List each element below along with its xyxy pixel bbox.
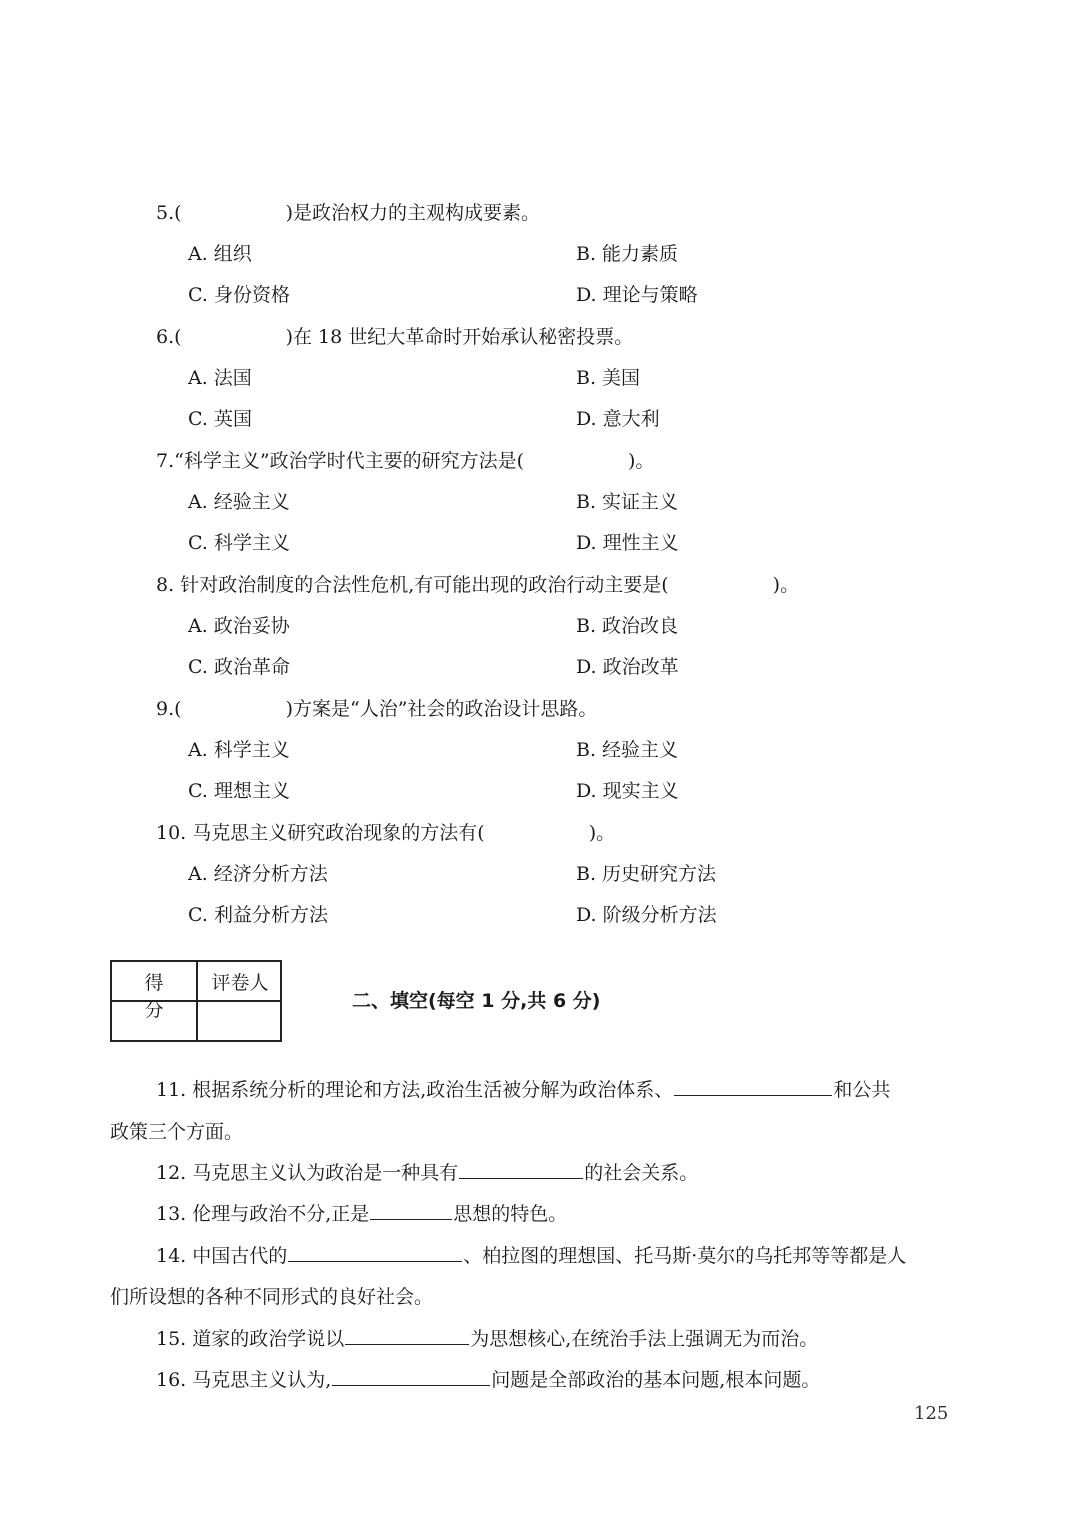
question-16: 16. 马克思主义认为, 问题是全部政治的基本问题,根本问题。 bbox=[156, 1369, 821, 1391]
score-label: 得分 bbox=[144, 972, 180, 1021]
question-13: 13. 伦理与政治不分,正是 思想的特色。 bbox=[156, 1203, 568, 1225]
q9-option-b: B. 经验主义 bbox=[576, 739, 679, 761]
question-5-stem: 5.( )是政治权力的主观构成要素。 bbox=[156, 202, 540, 224]
q8-option-d: D. 政治改革 bbox=[576, 656, 679, 678]
q10-option-a: A. 经济分析方法 bbox=[188, 863, 328, 885]
q8-option-c: C. 政治革命 bbox=[188, 656, 290, 678]
q5-option-c: C. 身份资格 bbox=[188, 284, 290, 306]
q9-option-c: C. 理想主义 bbox=[188, 780, 290, 802]
q5-option-a: A. 组织 bbox=[188, 243, 252, 265]
answer-blank bbox=[288, 1243, 462, 1262]
question-7-stem: 7.“科学主义”政治学时代主要的研究方法是( )。 bbox=[156, 450, 655, 472]
answer-blank bbox=[370, 1201, 452, 1220]
question-11-continued: 政策三个方面。 bbox=[110, 1121, 244, 1143]
question-14: 14. 中国古代的 、柏拉图的理想国、托马斯·莫尔的乌托邦等等都是人 bbox=[156, 1245, 907, 1267]
question-8-stem: 8. 针对政治制度的合法性危机,有可能出现的政治行动主要是( )。 bbox=[156, 574, 800, 596]
q10-option-b: B. 历史研究方法 bbox=[576, 863, 717, 885]
q10-option-d: D. 阶级分析方法 bbox=[576, 904, 717, 926]
q5-option-b: B. 能力素质 bbox=[576, 243, 679, 265]
q9-option-d: D. 现实主义 bbox=[576, 780, 679, 802]
page-number: 125 bbox=[914, 1403, 949, 1424]
answer-blank bbox=[332, 1367, 490, 1386]
score-box bbox=[110, 960, 282, 1042]
q7-option-b: B. 实证主义 bbox=[576, 491, 679, 513]
q5-option-d: D. 理论与策略 bbox=[576, 284, 698, 306]
q7-option-c: C. 科学主义 bbox=[188, 532, 290, 554]
question-12: 12. 马克思主义认为政治是一种具有 的社会关系。 bbox=[156, 1162, 699, 1184]
q8-option-a: A. 政治妥协 bbox=[188, 615, 290, 637]
question-6-stem: 6.( )在 18 世纪大革命时开始承认秘密投票。 bbox=[156, 326, 634, 348]
question-10-stem: 10. 马克思主义研究政治现象的方法有( )。 bbox=[156, 822, 616, 844]
section-2-title: 二、填空(每空 1 分,共 6 分) bbox=[352, 990, 601, 1012]
q7-option-a: A. 经验主义 bbox=[188, 491, 290, 513]
answer-blank bbox=[345, 1326, 469, 1345]
q7-option-d: D. 理性主义 bbox=[576, 532, 679, 554]
answer-blank bbox=[459, 1160, 583, 1179]
question-11: 11. 根据系统分析的理论和方法,政治生活被分解为政治体系、 和公共 bbox=[156, 1079, 891, 1101]
q8-option-b: B. 政治改良 bbox=[576, 615, 679, 637]
question-14-continued: 们所设想的各种不同形式的良好社会。 bbox=[110, 1286, 434, 1308]
q6-option-d: D. 意大利 bbox=[576, 408, 660, 430]
grader-label: 评卷人 bbox=[211, 972, 269, 994]
q10-option-c: C. 利益分析方法 bbox=[188, 904, 328, 926]
q6-option-b: B. 美国 bbox=[576, 367, 641, 389]
question-9-stem: 9.( )方案是“人治”社会的政治设计思路。 bbox=[156, 698, 598, 720]
q6-option-a: A. 法国 bbox=[188, 367, 252, 389]
q9-option-a: A. 科学主义 bbox=[188, 739, 290, 761]
question-15: 15. 道家的政治学说以 为思想核心,在统治手法上强调无为而治。 bbox=[156, 1328, 819, 1350]
q6-option-c: C. 英国 bbox=[188, 408, 252, 430]
answer-blank bbox=[674, 1077, 832, 1096]
